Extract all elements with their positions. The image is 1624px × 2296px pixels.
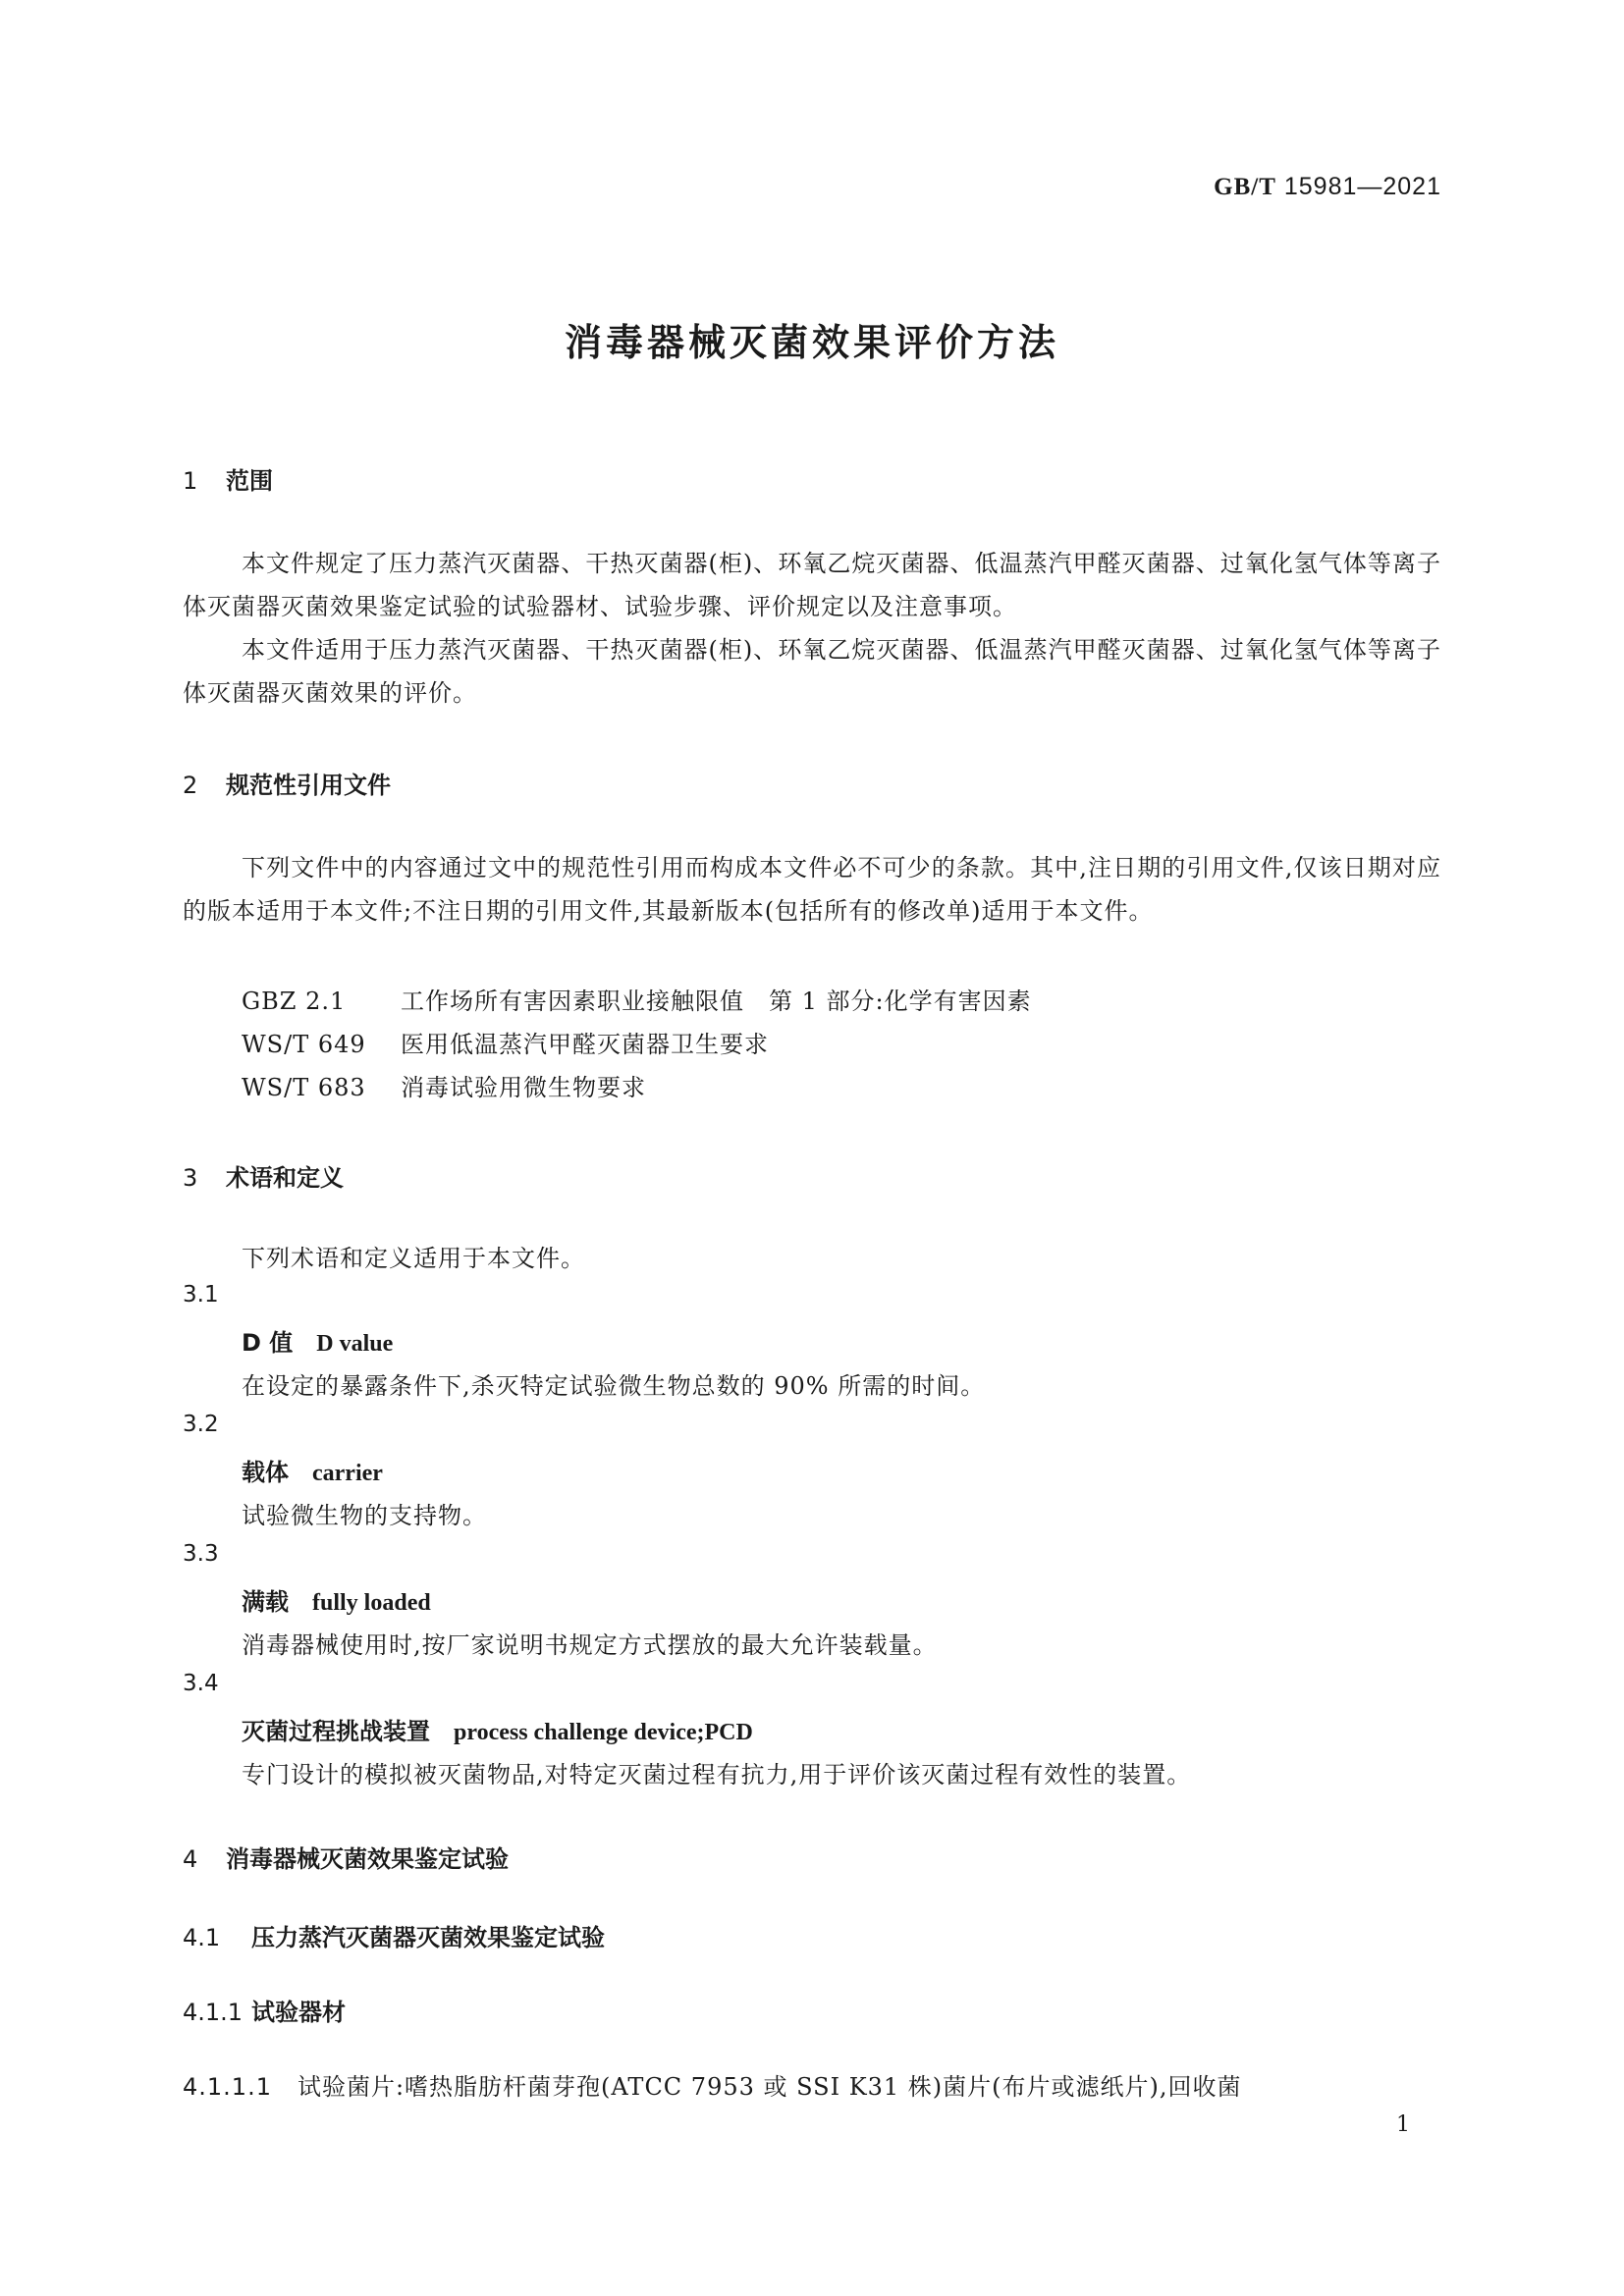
section-number: 1	[183, 467, 198, 495]
section-title: 压力蒸汽灭菌器灭菌效果鉴定试验	[251, 1924, 605, 1951]
term-chinese: 灭菌过程挑战装置	[242, 1718, 430, 1745]
section-4-heading	[183, 1840, 509, 1874]
clause-text: 试验菌片:嗜热脂肪杆菌芽孢(ATCC 7953 或 SSI K31 株)菌片(布片或滤纸片),回收菌	[297, 2073, 1242, 2101]
term-chinese: 满载	[242, 1588, 289, 1616]
term-number: 3.3	[183, 1541, 219, 1567]
reference-item	[242, 1068, 646, 1102]
term-definition: 消毒器械使用时,按厂家说明书规定方式摆放的最大允许装载量。	[242, 1631, 938, 1659]
term-number: 3.1	[183, 1282, 219, 1308]
section-3-heading	[183, 1158, 344, 1193]
term-number: 3.4	[183, 1671, 219, 1696]
reference-title: 消毒试验用微生物要求	[401, 1074, 646, 1101]
term-heading	[242, 1582, 431, 1617]
document-title: 消毒器械灭菌效果评价方法	[564, 321, 1059, 364]
term-heading	[242, 1453, 383, 1487]
section-title: 试验器材	[251, 1999, 346, 2026]
term-chinese: D 值	[242, 1329, 294, 1357]
term-heading	[242, 1323, 393, 1358]
term-english: D value	[316, 1331, 394, 1357]
reference-item	[242, 982, 1032, 1016]
section-number: 4.1	[183, 1924, 221, 1951]
section-title: 术语和定义	[226, 1164, 344, 1192]
section-2-paragraph: 下列文件中的内容通过文中的规范性引用而构成本文件必不可少的条款。其中,注日期的引用文件,仅该日期对应的版本适用于本文件;不注日期的引用文件,其最新版本(包括所有的修改单)适用于本文件。	[183, 854, 1441, 925]
reference-title: 医用低温蒸汽甲醛灭菌器卫生要求	[401, 1031, 769, 1058]
section-title: 范围	[226, 467, 273, 495]
section-number: 4	[183, 1845, 198, 1873]
reference-item	[242, 1025, 769, 1059]
term-definition: 试验微生物的支持物。	[242, 1502, 487, 1529]
term-chinese: 载体	[242, 1459, 289, 1486]
term-english: process challenge device;PCD	[454, 1720, 753, 1745]
section-title: 规范性引用文件	[226, 772, 391, 799]
term-english: carrier	[312, 1461, 383, 1486]
clause-4-1-1-1	[183, 2067, 1441, 2102]
term-definition: 专门设计的模拟被灭菌物品,对特定灭菌过程有抗力,用于评价该灭菌过程有效性的装置。	[242, 1761, 1192, 1789]
clause-number: 4.1.1.1	[183, 2073, 272, 2101]
term-english: fully loaded	[312, 1590, 431, 1616]
page-number: 1	[1396, 2112, 1410, 2137]
section-4-1-heading	[183, 1918, 605, 1952]
section-3-intro: 下列术语和定义适用于本文件。	[242, 1245, 585, 1272]
section-number: 3	[183, 1164, 198, 1192]
section-title: 消毒器械灭菌效果鉴定试验	[226, 1845, 509, 1873]
term-heading	[242, 1712, 753, 1746]
section-2-heading	[183, 766, 391, 800]
standard-code: 15981—2021	[1283, 173, 1441, 200]
standard-prefix: GB/T	[1214, 174, 1276, 200]
reference-code: WS/T 649	[242, 1031, 366, 1058]
section-1-paragraph-1: 本文件规定了压力蒸汽灭菌器、干热灭菌器(柜)、环氧乙烷灭菌器、低温蒸汽甲醛灭菌器、过氧化氢气体等离子体灭菌器灭菌效果鉴定试验的试验器材、试验步骤、评价规定以及注意事项。	[183, 550, 1441, 620]
standard-number	[1214, 173, 1441, 201]
section-number: 2	[183, 772, 198, 799]
reference-title: 工作场所有害因素职业接触限值 第 1 部分:化学有害因素	[401, 988, 1032, 1015]
reference-code: WS/T 683	[242, 1074, 366, 1101]
section-1-heading	[183, 461, 273, 496]
reference-code: GBZ 2.1	[242, 988, 347, 1015]
section-number: 4.1.1	[183, 1999, 244, 2026]
section-4-1-1-heading	[183, 1993, 346, 2027]
section-1-paragraph-2: 本文件适用于压力蒸汽灭菌器、干热灭菌器(柜)、环氧乙烷灭菌器、低温蒸汽甲醛灭菌器、过氧化氢气体等离子体灭菌器灭菌效果的评价。	[183, 636, 1441, 707]
term-number: 3.2	[183, 1412, 219, 1437]
term-definition: 在设定的暴露条件下,杀灭特定试验微生物总数的 90% 所需的时间。	[242, 1372, 986, 1400]
